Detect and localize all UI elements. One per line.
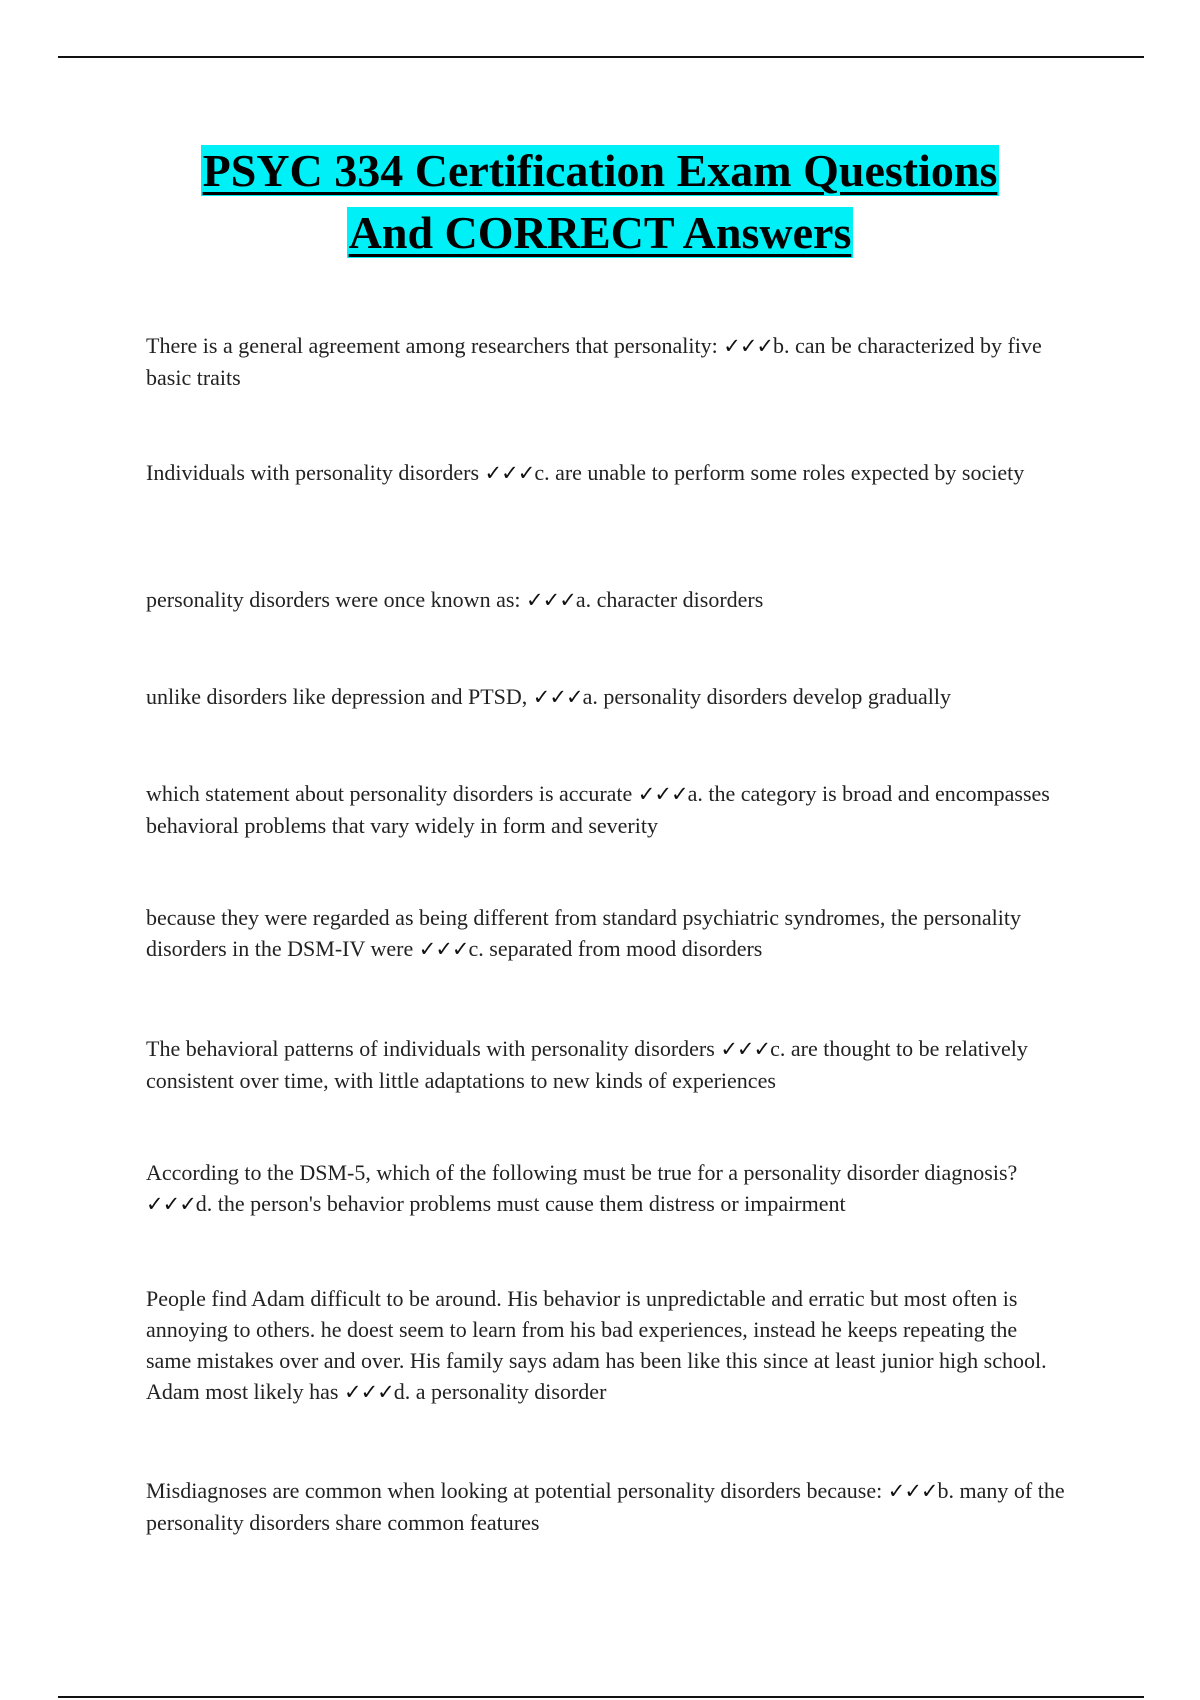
qa-item-2 xyxy=(146,457,1066,489)
answer-text: a. character disorders xyxy=(575,587,764,612)
check-mark-icon: ✓✓✓ xyxy=(146,1192,196,1216)
check-mark-icon: ✓✓✓ xyxy=(343,1380,394,1404)
check-mark-icon: ✓✓✓ xyxy=(637,782,688,806)
answer-text: b. many of the personality disorders share common features xyxy=(146,1478,1065,1535)
check-mark-icon: ✓✓✓ xyxy=(723,334,774,358)
bottom-rule xyxy=(58,1696,1144,1698)
question-text: The behavioral patterns of individuals with personality disorders xyxy=(146,1036,721,1061)
title-line-1: PSYC 334 Certification Exam Questions xyxy=(202,145,998,196)
answer-text: a. personality disorders develop gradually xyxy=(582,684,951,709)
check-mark-icon: ✓✓✓ xyxy=(418,937,469,961)
answer-text: d. the person's behavior problems must cause them distress or impairment xyxy=(195,1191,846,1216)
question-text: Individuals with personality disorders xyxy=(146,460,485,485)
check-mark-icon: ✓✓✓ xyxy=(532,685,583,709)
check-mark-icon: ✓✓✓ xyxy=(526,588,576,612)
question-text: personality disorders were once known as: xyxy=(146,587,527,612)
qa-item-3 xyxy=(146,584,1066,616)
question-text: There is a general agreement among researchers that personality: xyxy=(146,333,724,358)
question-text: Misdiagnoses are common when looking at potential personality disorders because: xyxy=(146,1478,888,1503)
qa-item-9 xyxy=(146,1283,1066,1408)
check-mark-icon: ✓✓✓ xyxy=(887,1479,938,1503)
qa-item-4 xyxy=(146,681,1066,713)
qa-item-5 xyxy=(146,778,1066,841)
check-mark-icon: ✓✓✓ xyxy=(720,1037,771,1061)
qa-item-6 xyxy=(146,902,1066,965)
qa-item-1 xyxy=(146,330,1066,393)
answer-text: d. a personality disorder xyxy=(393,1379,607,1404)
answer-text: c. are thought to be relatively consistent over time, with little adaptations to new kinds of experiences xyxy=(146,1036,1028,1093)
answer-text: a. the category is broad and encompasses behavioral problems that vary widely in form and severity xyxy=(146,781,1050,838)
question-text: because they were regarded as being different from standard psychiatric syndromes, the personality disorders in the DSM-IV were xyxy=(146,905,1021,961)
title-line-2: And CORRECT Answers xyxy=(348,207,852,258)
qa-item-8 xyxy=(146,1157,1066,1220)
qa-item-7 xyxy=(146,1033,1066,1096)
question-text: unlike disorders like depression and PTSD, xyxy=(146,684,533,709)
answer-text: b. can be characterized by five basic traits xyxy=(146,333,1042,390)
question-text: According to the DSM-5, which of the following must be true for a personality disorder diagnosis? xyxy=(146,1160,1018,1185)
qa-item-10 xyxy=(146,1475,1066,1538)
answer-text: c. separated from mood disorders xyxy=(468,936,763,961)
question-text: which statement about personality disorders is accurate xyxy=(146,781,638,806)
question-text: People find Adam difficult to be around. His behavior is unpredictable and erratic but most often is annoying to others. he doest seem to learn from his bad experiences, instead he keeps repeating the same mistakes over and over. His family says adam has been like this since at least junior high school. Adam most likely has xyxy=(146,1286,1047,1404)
answer-text: c. are unable to perform some roles expected by society xyxy=(534,460,1025,485)
top-rule xyxy=(58,56,1144,58)
document-title xyxy=(0,140,1200,264)
check-mark-icon: ✓✓✓ xyxy=(484,461,535,485)
